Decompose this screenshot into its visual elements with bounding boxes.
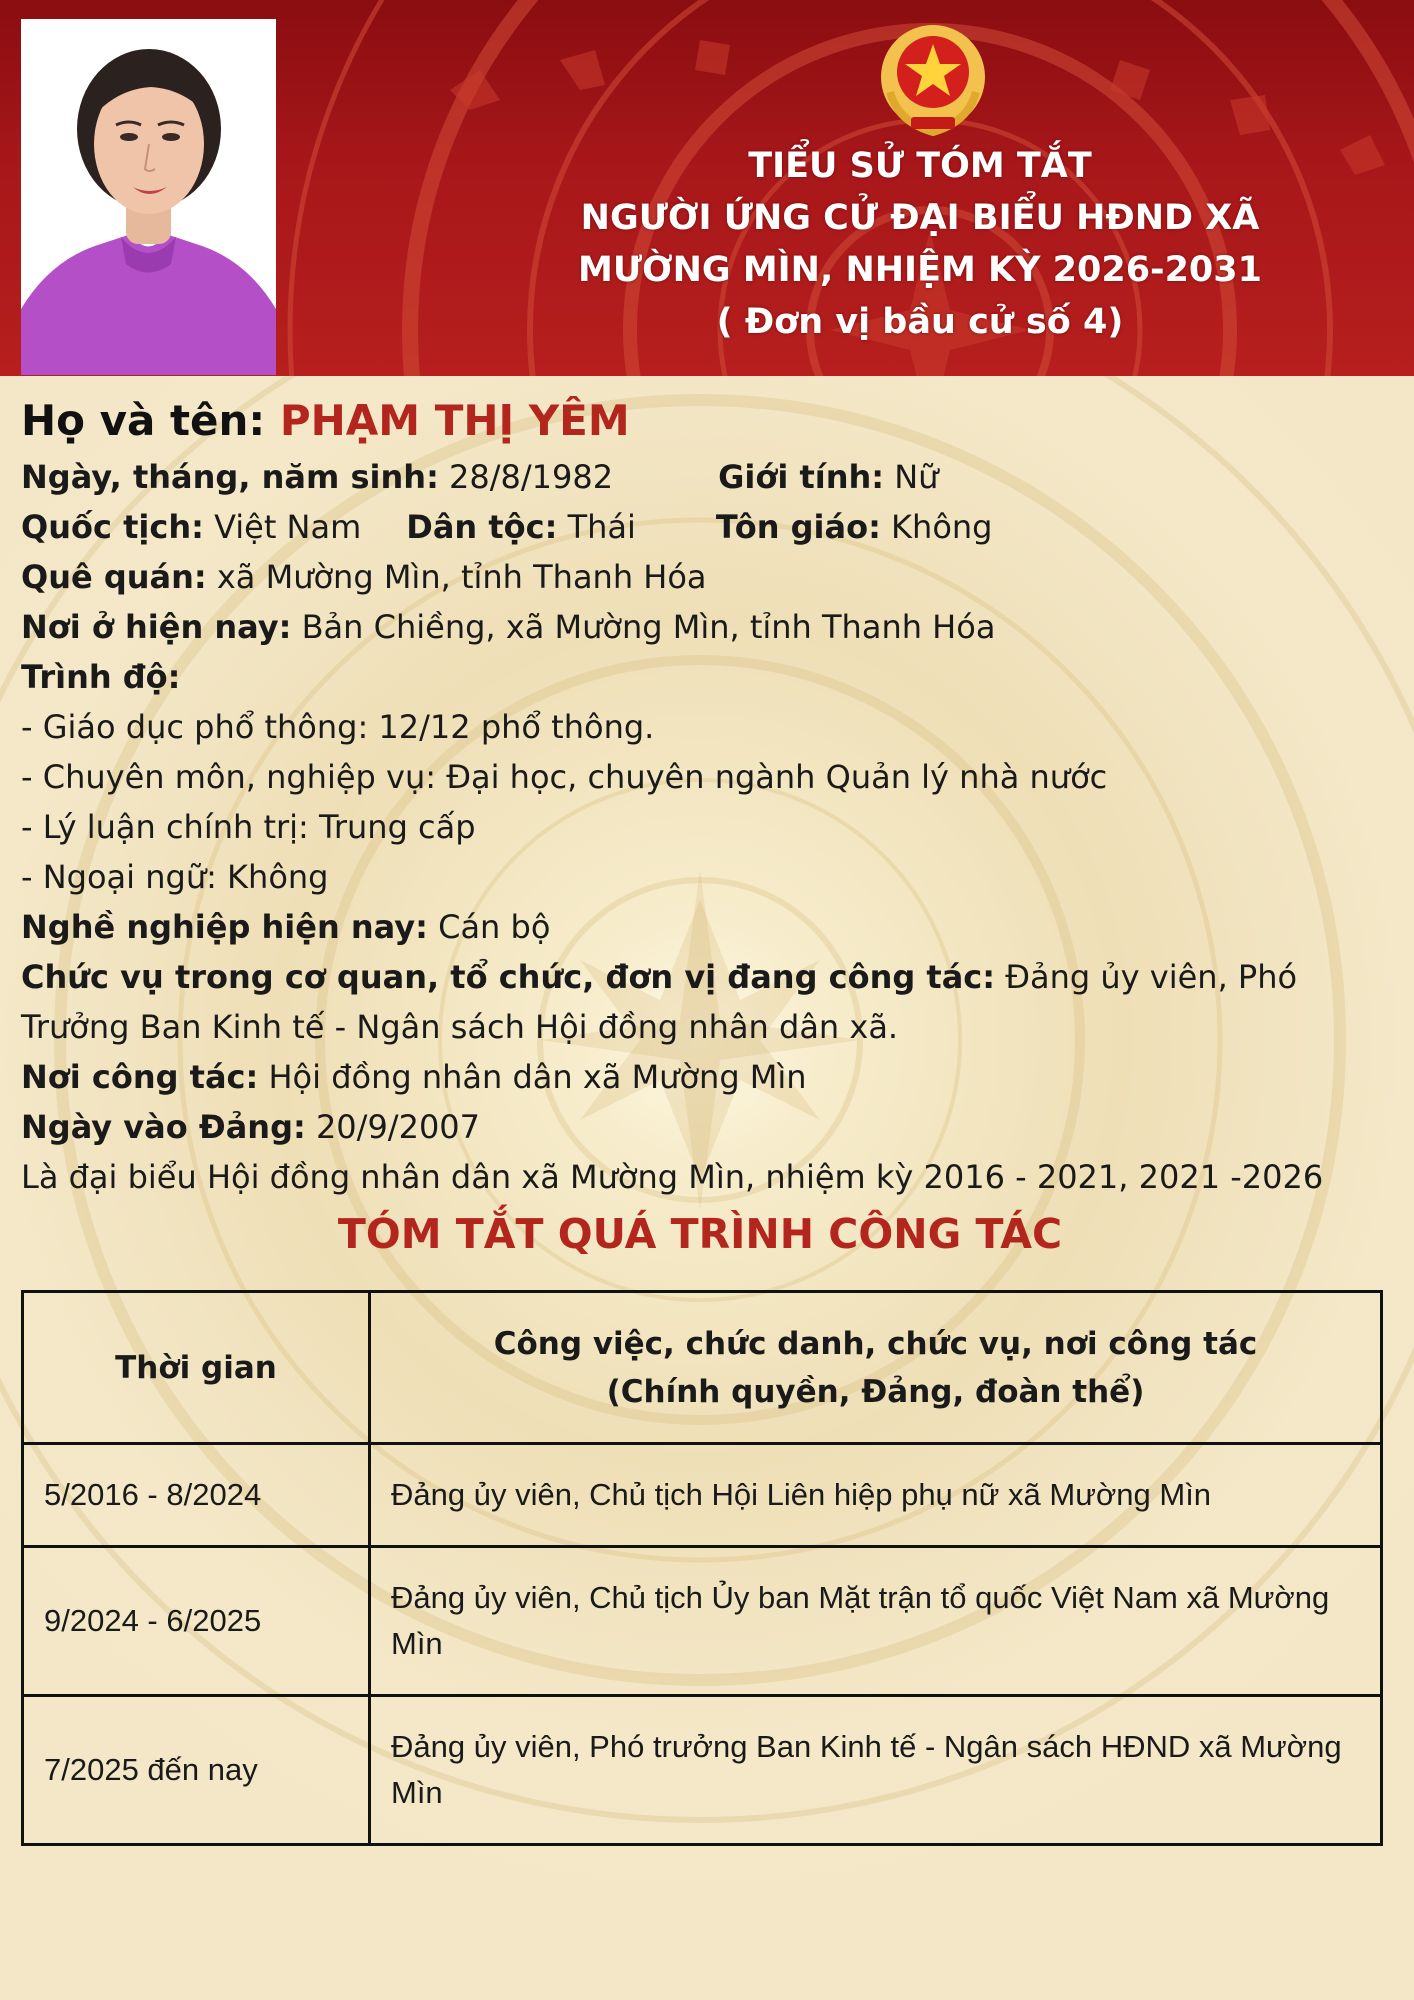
dob-value: 28/8/1982 <box>438 458 614 496</box>
portrait-illustration <box>21 19 276 375</box>
religion-value: Không <box>880 508 993 546</box>
dob-gender-line <box>21 452 1391 502</box>
name-label: Họ và tên: <box>21 396 280 445</box>
header-title-line-2: NGƯỜI ỨNG CỬ ĐẠI BIỂU HĐND XÃ <box>580 198 1260 238</box>
delegate-note: Là đại biểu Hội đồng nhân dân xã Mường Mìn, nhiệm kỳ 2016 - 2021, 2021 -2026 <box>21 1158 1324 1196</box>
ethnicity-value: Thái <box>557 508 636 546</box>
career-table-header <box>23 1292 1382 1444</box>
row-role: Đảng ủy viên, Chủ tịch Hội Liên hiệp phụ nữ xã Mường Mìn <box>370 1444 1382 1547</box>
position-line <box>21 952 1331 1052</box>
header-title-block <box>555 140 1285 348</box>
education-label: Trình độ: <box>21 658 181 696</box>
row-role: Đảng ủy viên, Chủ tịch Ủy ban Mặt trận tổ quốc Việt Nam xã Mường Mìn <box>370 1547 1382 1696</box>
position-value: Đảng ủy viên, Phó Trưởng Ban Kinh tế - Ngân sách Hội đồng nhân dân xã. <box>21 958 1298 1046</box>
table-row <box>23 1444 1382 1547</box>
career-section-title: TÓM TẮT QUÁ TRÌNH CÔNG TÁC <box>337 1210 1063 1258</box>
hometown-value: xã Mường Mìn, tỉnh Thanh Hóa <box>206 558 707 596</box>
header-role-line-2: (Chính quyền, Đảng, đoàn thể) <box>606 1373 1145 1410</box>
header-title-line-1: TIỂU SỬ TÓM TẮT <box>748 146 1092 186</box>
row-time: 9/2024 - 6/2025 <box>23 1547 370 1696</box>
residence-label: Nơi ở hiện nay: <box>21 608 292 646</box>
header-banner <box>0 0 1414 376</box>
occupation-line <box>21 902 1391 952</box>
occupation-value: Cán bộ <box>427 908 551 946</box>
party-date-line <box>21 1102 1391 1152</box>
education-language: - Ngoại ngữ: Không <box>21 858 329 896</box>
party-date-label: Ngày vào Đảng: <box>21 1108 306 1146</box>
table-row <box>23 1696 1382 1845</box>
header-title-line-4: ( Đơn vị bầu cử số 4) <box>716 302 1124 342</box>
gender-label: Giới tính: <box>718 458 885 496</box>
residence-value: Bản Chiềng, xã Mường Mìn, tỉnh Thanh Hóa <box>291 608 996 646</box>
candidate-name: PHẠM THỊ YÊM <box>279 396 630 445</box>
row-time: 7/2025 đến nay <box>23 1696 370 1845</box>
header-role <box>370 1292 1382 1444</box>
nationality-ethnicity-religion-line <box>21 502 1391 552</box>
profile-section <box>21 390 1391 1202</box>
national-emblem-icon <box>878 22 988 137</box>
workplace-label: Nơi công tác: <box>21 1058 259 1096</box>
row-role: Đảng ủy viên, Phó trưởng Ban Kinh tế - Ngân sách HĐND xã Mường Mìn <box>370 1696 1382 1845</box>
education-general: - Giáo dục phổ thông: 12/12 phổ thông. <box>21 708 655 746</box>
hometown-label: Quê quán: <box>21 558 207 596</box>
residence-line <box>21 602 1391 652</box>
occupation-label: Nghề nghiệp hiện nay: <box>21 908 428 946</box>
header-time: Thời gian <box>23 1292 370 1444</box>
gender-value: Nữ <box>884 458 939 496</box>
name-line <box>21 390 1391 452</box>
career-table <box>21 1290 1383 1846</box>
party-date-value: 20/9/2007 <box>305 1108 481 1146</box>
ethnicity-label: Dân tộc: <box>406 508 558 546</box>
education-political: - Lý luận chính trị: Trung cấp <box>21 808 476 846</box>
nationality-value: Việt Nam <box>203 508 362 546</box>
dob-label: Ngày, tháng, năm sinh: <box>21 458 439 496</box>
header-role-line-1: Công việc, chức danh, chức vụ, nơi công tác <box>493 1325 1258 1362</box>
workplace-line <box>21 1052 1391 1102</box>
workplace-value: Hội đồng nhân dân xã Mường Mìn <box>258 1058 807 1096</box>
religion-label: Tôn giáo: <box>715 508 881 546</box>
header-title-line-3: MƯỜNG MÌN, NHIỆM KỲ 2026-2031 <box>577 250 1262 290</box>
nationality-label: Quốc tịch: <box>21 508 204 546</box>
education-professional: - Chuyên môn, nghiệp vụ: Đại học, chuyên ngành Quản lý nhà nước <box>21 758 1108 796</box>
candidate-portrait <box>21 19 276 375</box>
table-row <box>23 1547 1382 1696</box>
position-label: Chức vụ trong cơ quan, tổ chức, đơn vị đang công tác: <box>21 958 996 996</box>
row-time: 5/2016 - 8/2024 <box>23 1444 370 1547</box>
hometown-line <box>21 552 1391 602</box>
